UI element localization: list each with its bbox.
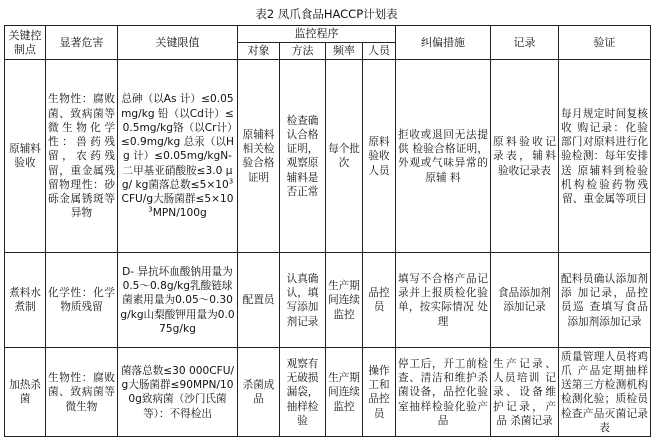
header-object: 对象 <box>238 43 280 60</box>
header-critical-limit: 关键限值 <box>118 26 238 60</box>
cell-hazard: 生物性：腐败菌、致病菌等微生物化学性：兽药残留，农药残留，重金属残留物理性：砂砾金属锈斑等异物 <box>46 60 118 253</box>
cell-personnel: 原料验收人员 <box>363 60 396 253</box>
header-hazard: 显著危害 <box>46 26 118 60</box>
cell-record: 原料验收记录表，辅料验收记录表 <box>491 60 559 253</box>
cell-verification: 配料员确认添加剂添 加记录，品控员巡 查填写食品添加剂添加记录 <box>559 253 651 348</box>
cell-verification: 质量管理人员将鸡爪 产品定期抽样送第三方检测机构检测化验；质检员检查产品灭菌记录表 <box>559 348 651 437</box>
table-row <box>5 348 651 437</box>
header-method: 方法 <box>280 43 326 60</box>
cell-verification: 每月规定时间复核收 购记录：化验部门对原料进行化验检测：每年安排送 原辅料到检验机构检验药物残留、重金属等项目 <box>559 60 651 253</box>
cell-corrective: 停工后，开工前检查、清洁和维护杀菌设备，品控化验室抽样检验化验产品 <box>396 348 491 437</box>
cell-corrective: 填写不合格产品记录并上报质检化验单，按实际情况 处理 <box>396 253 491 348</box>
header-corrective: 纠偏措施 <box>396 26 491 60</box>
cell-object: 配置员 <box>238 253 280 348</box>
cell-personnel: 操作工和品控员 <box>363 348 396 437</box>
haccp-plan-table <box>4 25 651 437</box>
cell-method: 检查确认合格证明，观察原辅料是否正常 <box>280 60 326 253</box>
header-frequency: 频率 <box>326 43 363 60</box>
cell-method: 认真确认，填写添加剂记录 <box>280 253 326 348</box>
cell-record: 生产记录、人员培训 记录、设备维护记录，产品 杀菌记录 <box>491 348 559 437</box>
header-row <box>5 26 651 43</box>
table-row <box>5 253 651 348</box>
cell-personnel: 品控员 <box>363 253 396 348</box>
cell-frequency: 生产期间连续监控 <box>326 253 363 348</box>
cell-object: 杀菌成品 <box>238 348 280 437</box>
table-row <box>5 60 651 253</box>
cell-frequency: 每个批次 <box>326 60 363 253</box>
header-record: 记录 <box>491 26 559 60</box>
header-ccp: 关键控制点 <box>5 26 46 60</box>
header-personnel: 人员 <box>363 43 396 60</box>
cell-ccp: 原辅料验收 <box>5 60 46 253</box>
table-caption: 表2 凤爪食品HACCP计划表 <box>255 7 398 21</box>
cell-record: 食品添加剂添加记录 <box>491 253 559 348</box>
cell-hazard: 化学性：化学物质残留 <box>46 253 118 348</box>
cell-critical-limit: 菌落总数≤30 000CFU/g大肠菌群≤90MPN/100g致病菌（沙门氏菌等）：不得检出 <box>118 348 238 437</box>
header-verification: 验证 <box>559 26 651 60</box>
cell-ccp: 煮料水煮制 <box>5 253 46 348</box>
cell-hazard: 生物性：腐败菌、致病菌等微生物 <box>46 348 118 437</box>
cell-object: 原辅料相关检验合格证明 <box>238 60 280 253</box>
cell-corrective: 拒收或退回无法提供 检验合格证明，外观或气味异常的原辅 料 <box>396 60 491 253</box>
cell-method: 观察有无破损漏袋，抽样检验 <box>280 348 326 437</box>
cell-critical-limit: D- 异抗坏血酸钠用量为0.5～0.8g/kg乳酸链球菌素用量为0.05～0.30g/kg山梨酸钾用量为0.075g/kg <box>118 253 238 348</box>
header-monitoring: 监控程序 <box>238 26 396 43</box>
cell-ccp: 加热杀菌 <box>5 348 46 437</box>
cell-critical-limit: 总砷（以As 计）≤0.05mg/kg 铅（以Cd计）≤0.5mg/kg铬（以Cr计）≤0.9mg/kg 总汞（以Hg 计）≤0.05mg/kgN- 二甲基亚硝酸胺≤3.0 μ g/ kg菌落总数$\le 5\times 10^3$ CFU/g大肠菌群$\le 5\times 10^3MPN/100g$ <box>118 60 238 253</box>
cell-frequency: 生产期间连续监控 <box>326 348 363 437</box>
